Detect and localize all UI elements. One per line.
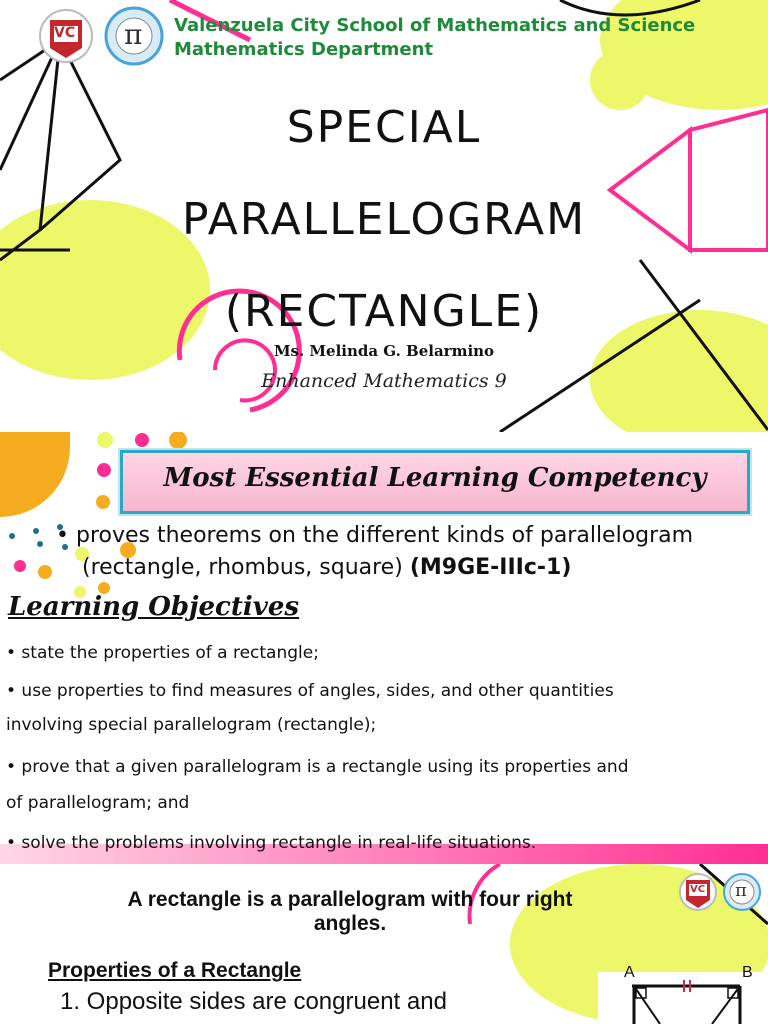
bullet-dot: • [56,523,76,548]
diagram-label-a: A [624,964,635,981]
presentation-title [0,82,768,358]
properties-title: Properties of a Rectangle [48,959,302,982]
department-name: Mathematics Department [174,39,434,60]
math-dept-logo-small [722,872,762,912]
objective-2-cont: involving special parallelogram (rectangle); [6,715,377,735]
title-line-1: SPECIAL [286,102,482,153]
course-name: Enhanced Mathematics 9 [261,370,507,392]
title-line-3: (RECTANGLE) [224,286,544,337]
pi-symbol-small: π [735,880,747,901]
math-dept-logo [104,6,164,66]
definition-line-1: A rectangle is a parallelogram with four right [127,888,573,911]
school-logo-vc [38,8,94,64]
objective-3: • prove that a given parallelogram is a rectangle using its properties and [6,757,629,777]
melc-line-1: proves theorems on the different kinds of parallelogram [75,523,694,548]
competency-slide [0,432,768,864]
title-line-2: PARALLELOGRAM [181,194,587,245]
learning-objectives-title: Learning Objectives [8,592,300,622]
objective-1: • state the properties of a rectangle; [6,643,319,663]
definition-line-2: angles. [313,912,387,935]
pi-symbol: π [124,18,143,51]
logo-vc-small-text: VC [690,884,706,895]
melc-code: (M9GE-IIIc-1) [409,555,572,580]
rectangle-definition [0,888,700,936]
melc-bullet [56,520,693,584]
diagram-label-b: B [742,964,753,981]
objective-2: • use properties to find measures of angles, sides, and other quantities [6,681,614,701]
melc-title: Most Essential Learning Competency [163,463,707,493]
header-school-block [174,14,695,62]
title-slide [0,0,768,432]
school-name: Valenzuela City School of Mathematics and Science [174,15,696,36]
objective-4: • solve the problems involving rectangle in real-life situations. [6,833,537,853]
objective-3-cont: of parallelogram; and [6,793,190,813]
melc-banner [120,450,750,514]
property-1: 1. Opposite sides are congruent and [60,988,447,1015]
definition-slide [0,864,768,1024]
author-name: Ms. Melinda G. Belarmino [273,342,495,360]
melc-line-2: (rectangle, rhombus, square) [82,555,403,580]
logo-vc-text: VC [54,25,76,41]
